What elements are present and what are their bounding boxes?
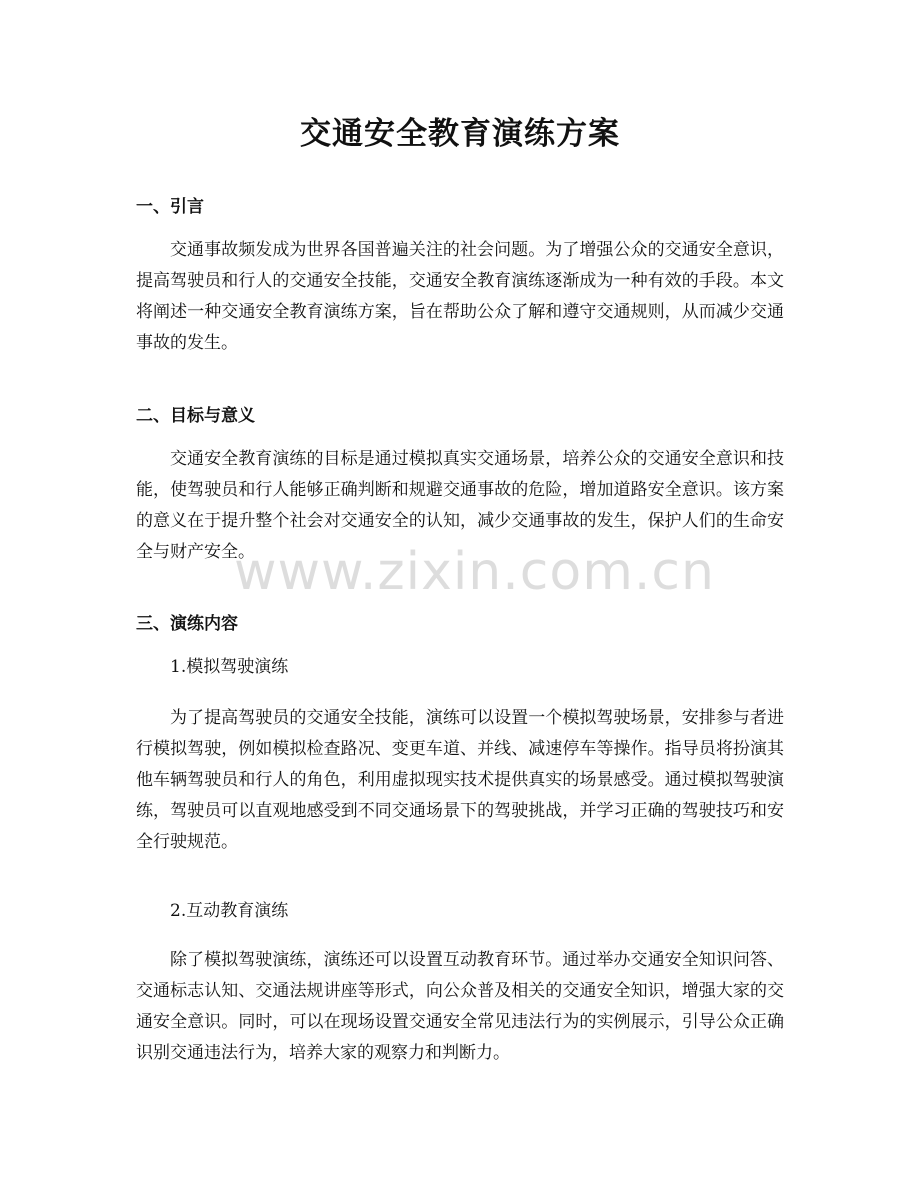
subsection-heading-interactive-education: 2.互动教育演练: [170, 901, 289, 921]
paragraph-driving-simulation: 为了提高驾驶员的交通安全技能，演练可以设置一个模拟驾驶场景，安排参与者进行模拟驾驶，例如模拟检查路况、变更车道、并线、减速停车等操作。指导员将扮演其他车辆驾驶员和行人的角色，利用虚拟现实技术提供真实的场景感受。通过模拟驾驶演练，驾驶员可以直观地感受到不同交通场景下的驾驶挑战，并学习正确的驾驶技巧和安全行驶规范。: [136, 708, 784, 852]
subsection-heading-driving-simulation: 1.模拟驾驶演练: [170, 657, 289, 677]
section-heading-goals: 二、目标与意义: [136, 406, 255, 426]
section-heading-content: 三、演练内容: [136, 614, 238, 634]
paragraph-interactive-education: 除了模拟驾驶演练，演练还可以设置互动教育环节。通过举办交通安全知识问答、交通标志认知、交通法规讲座等形式，向公众普及相关的交通安全知识，增强大家的交通安全意识。同时，可以在现场设置交通安全常见违法行为的实例展示，引导公众正确识别交通违法行为，培养大家的观察力和判断力。: [136, 950, 784, 1063]
paragraph-goals: 交通安全教育演练的目标是通过模拟真实交通场景，培养公众的交通安全意识和技能，使驾驶员和行人能够正确判断和规避交通事故的危险，增加道路安全意识。该方案的意义在于提升整个社会对交通安全的认知，减少交通事故的发生，保护人们的生命安全与财产安全。: [136, 449, 784, 562]
paragraph-introduction: 交通事故频发成为世界各国普遍关注的社会问题。为了增强公众的交通安全意识，提高驾驶员和行人的交通安全技能，交通安全教育演练逐渐成为一种有效的手段。本文将阐述一种交通安全教育演练方案，旨在帮助公众了解和遵守交通规则，从而减少交通事故的发生。: [136, 240, 784, 353]
section-heading-introduction: 一、引言: [136, 197, 204, 217]
document-title: 交通安全教育演练方案: [300, 116, 620, 152]
watermark-text: www.zixin.com.cn: [234, 542, 715, 602]
